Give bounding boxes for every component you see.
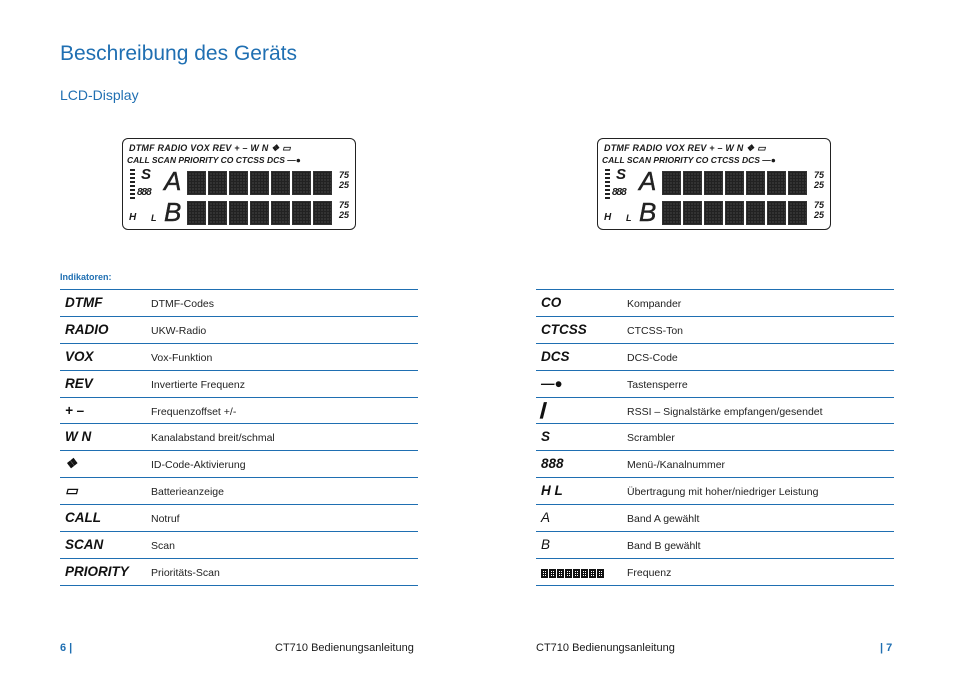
band-b-icon: B [639, 197, 657, 227]
bell-icon: ❖ [65, 456, 78, 472]
indicator-desc: Notruf [151, 513, 180, 526]
indicator-symbol: RADIO [65, 321, 109, 337]
indicator-symbol: CO [541, 295, 562, 310]
table-row [60, 559, 418, 586]
indicator-desc: Batterieanzeige [151, 486, 224, 499]
table-row [60, 532, 418, 559]
indicator-symbol: W N [65, 429, 92, 445]
indicator-desc: Frequenzoffset +/- [151, 405, 237, 418]
decimal-a: 75 25 [814, 170, 825, 190]
indicator-desc: Tastensperre [627, 378, 688, 391]
key-lock-icon: —● [541, 375, 563, 391]
indicator-table-left [60, 289, 418, 586]
page-number-left: 6 | [60, 642, 73, 654]
high-power-icon: H [604, 212, 612, 223]
table-row [536, 290, 894, 317]
high-power-icon: H [129, 212, 137, 223]
indicator-table-right [536, 289, 894, 586]
table-row [536, 371, 894, 398]
table-row [60, 478, 418, 505]
indicator-symbol: + – [65, 402, 85, 418]
table-row [60, 290, 418, 317]
lcd-display-right [597, 138, 831, 230]
table-row [60, 371, 418, 398]
frequency-segments-b [187, 201, 332, 227]
decimal-b: 75 25 [339, 200, 350, 220]
indicator-desc: Vox-Funktion [151, 351, 213, 364]
indicator-desc: Band A gewählt [627, 513, 700, 526]
indicator-desc: Übertragung mit hoher/niedriger Leistung [627, 486, 819, 499]
indicator-desc: RSSI – Signalstärke empfangen/gesendet [627, 405, 823, 418]
indicator-symbol: VOX [65, 348, 94, 364]
indicator-symbol: PRIORITY [65, 563, 129, 579]
table-row [60, 451, 418, 478]
rssi-bar-icon: ▎ [541, 402, 552, 418]
indicator-desc: Kompander [627, 298, 682, 310]
decimal-b: 75 25 [814, 200, 825, 220]
table-row [536, 344, 894, 371]
indicator-desc: DTMF-Codes [151, 298, 215, 310]
footer-doc-right: CT710 Bedienungsanleitung [536, 642, 675, 654]
indicator-symbol: CALL [65, 510, 101, 526]
lcd-row-1: DTMF RADIO VOX REV + – W N ❖ ▭ [129, 143, 291, 153]
page-title: Beschreibung des Geräts [60, 42, 297, 65]
scrambler-icon: S [141, 166, 152, 183]
indicator-symbol: SCAN [65, 537, 104, 553]
section-subtitle: LCD-Display [60, 87, 139, 103]
indicator-desc: ID-Code-Aktivierung [151, 459, 246, 472]
table-row [60, 505, 418, 532]
indicator-desc: CTCSS-Ton [627, 324, 684, 337]
indicator-symbol: DTMF [65, 295, 103, 310]
table-row [60, 398, 418, 425]
indicator-symbol: DCS [541, 348, 570, 364]
low-power-icon: L [626, 213, 632, 223]
band-a-icon: A [164, 166, 182, 196]
table-row [536, 398, 894, 425]
frequency-segments-a [662, 171, 807, 197]
table-row [536, 478, 894, 505]
table-row [536, 451, 894, 478]
frequency-segments-icon [541, 565, 605, 580]
frequency-segments-b [662, 201, 807, 227]
table-row [536, 505, 894, 532]
decimal-a: 75 25 [339, 170, 350, 190]
indicator-symbol: REV [65, 375, 93, 391]
indicators-label: Indikatoren: [60, 272, 112, 282]
indicator-desc: Kanalabstand breit/schmal [151, 432, 275, 445]
indicator-desc: Prioritäts-Scan [151, 566, 220, 579]
table-row [536, 424, 894, 451]
lcd-row-2: CALL SCAN PRIORITY CO CTCSS DCS —● [127, 155, 301, 165]
table-row [536, 317, 894, 344]
lcd-row-1: DTMF RADIO VOX REV + – W N ❖ ▭ [604, 143, 766, 153]
band-b-icon: B [164, 197, 182, 227]
indicator-symbol: CTCSS [541, 321, 587, 337]
table-row [536, 532, 894, 559]
indicator-desc: Band B gewählt [627, 540, 701, 553]
menu-digits: 888 [137, 187, 151, 198]
indicator-symbol: A [541, 510, 551, 526]
indicator-symbol: H L [541, 483, 563, 499]
rssi-icon [130, 169, 135, 199]
indicator-symbol: 888 [541, 456, 564, 472]
footer-doc-left: CT710 Bedienungsanleitung [275, 642, 414, 654]
rssi-icon [605, 169, 610, 199]
lcd-display-left [122, 138, 356, 230]
indicator-desc: DCS-Code [627, 351, 678, 364]
table-row [536, 559, 894, 586]
indicator-symbol: B [541, 537, 551, 553]
band-a-icon: A [639, 166, 657, 196]
indicator-desc: Scrambler [627, 432, 675, 445]
indicator-symbol: S [541, 429, 551, 445]
scrambler-icon: S [616, 166, 627, 183]
low-power-icon: L [151, 213, 157, 223]
indicator-desc: Invertierte Frequenz [151, 378, 245, 391]
table-row [60, 344, 418, 371]
lcd-row-2: CALL SCAN PRIORITY CO CTCSS DCS —● [602, 155, 776, 165]
table-row [60, 317, 418, 344]
indicator-desc: Scan [151, 540, 175, 553]
indicator-desc: Frequenz [627, 566, 672, 579]
page-number-right: | 7 [880, 642, 893, 654]
battery-icon: ▭ [65, 483, 78, 499]
menu-digits: 888 [612, 187, 626, 198]
table-row [60, 424, 418, 451]
indicator-desc: UKW-Radio [151, 324, 207, 337]
indicator-desc: Menü-/Kanalnummer [627, 459, 726, 472]
frequency-segments-a [187, 171, 332, 197]
